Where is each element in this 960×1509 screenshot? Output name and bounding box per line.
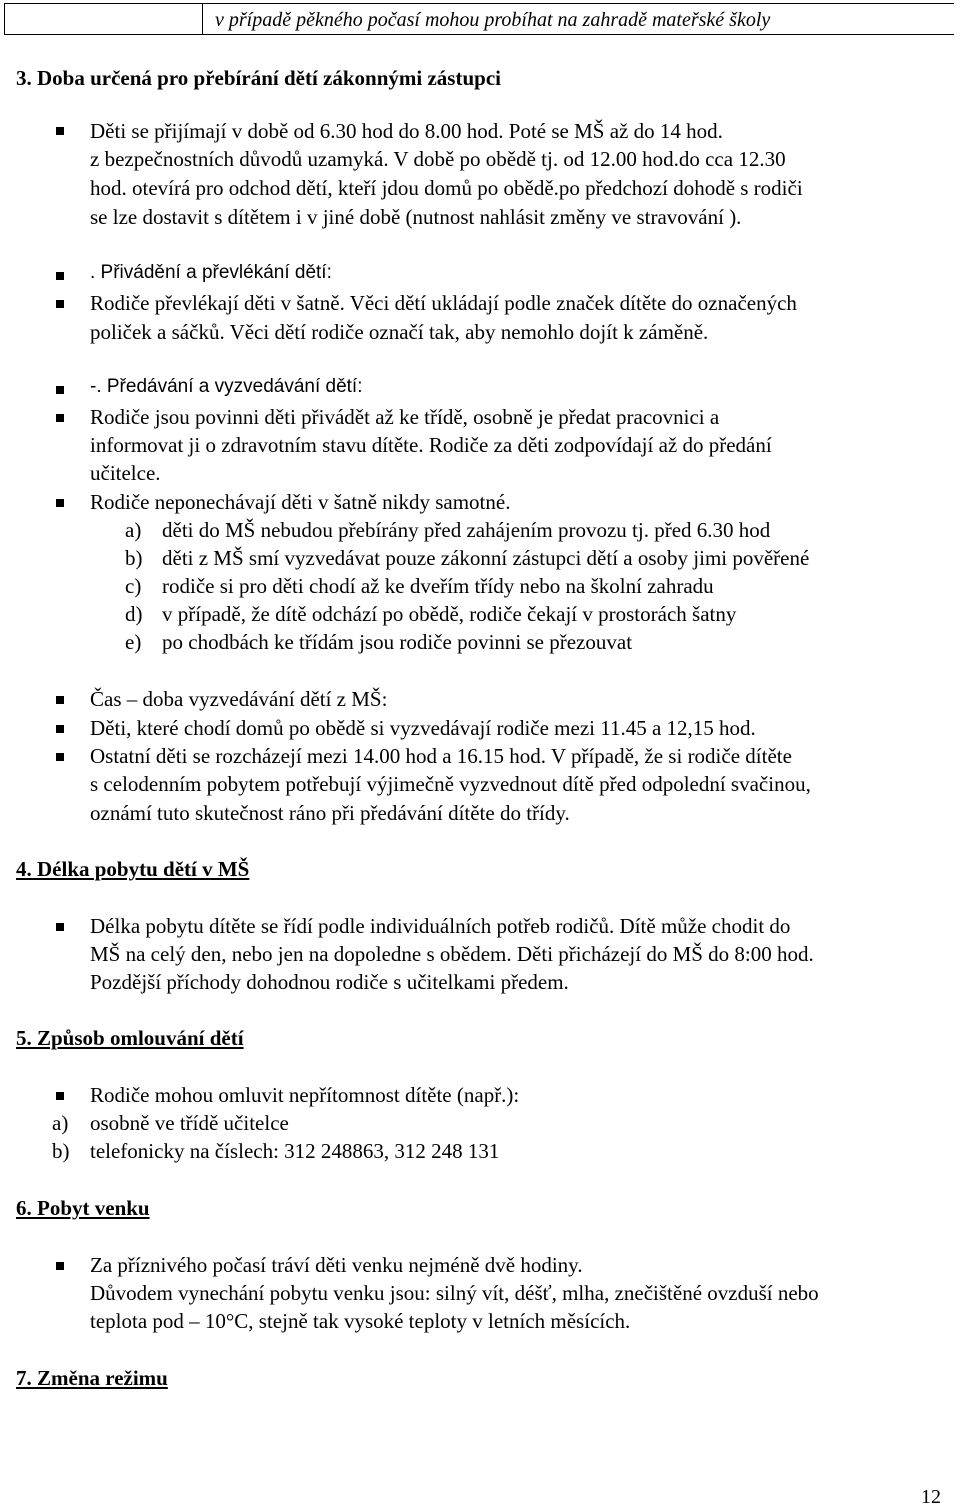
list-item: děti do MŠ nebudou přebírány před zahájením provozu tj. před 6.30 hod [162,518,771,542]
text-line: oznámí tuto skutečnost ráno při předávání dítěte do třídy. [90,801,570,825]
bullet [56,300,64,308]
text-line: z bezpečnostních důvodů uzamyká. V době po obědě tj. od 12.00 hod.do cca 12.30 [90,147,786,171]
bullet [56,386,64,394]
bullet [56,127,64,135]
text-line: Pozdější příchody dohodnou rodiče s učitelkami předem. [90,970,569,994]
bullet [56,272,64,280]
list-item: osobně ve třídě učitelce [90,1111,289,1135]
header-text: v případě pěkného počasí mohou probíhat na zahradě mateřské školy [215,9,771,31]
bullet [56,696,64,704]
text-line: učitelce. [90,461,161,485]
section6-title: 6. Pobyt venku [16,1196,150,1220]
header-box [4,3,954,35]
text-line: informovat ji o zdravotním stavu dítěte. Rodiče za děti zodpovídají až do předání [90,433,772,457]
list-label: b) [52,1139,70,1163]
text-line: Délka pobytu dítěte se řídí podle individuálních potřeb rodičů. Dítě může chodit do [90,914,791,938]
list-item: po chodbách ke třídám jsou rodiče povinni se přezouvat [162,630,633,654]
text-line: Rodiče mohou omluvit nepřítomnost dítěte (např.): [90,1083,520,1107]
list-label: d) [125,602,143,626]
text-line: s celodenním pobytem potřebují výjimečně vyzvednout dítě před odpolední svačinou, [90,772,811,796]
text-line: MŠ na celý den, nebo jen na dopoledne s obědem. Děti přicházejí do MŠ do 8:00 hod. [90,942,814,966]
list-item: telefonicky na číslech: 312 248863, 312 248 131 [90,1139,500,1163]
bullet [56,923,64,931]
text-line: teplota pod – 10°C, stejně tak vysoké teploty v letních měsících. [90,1309,631,1333]
list-label: c) [125,574,142,598]
section7-title: 7. Změna režimu [16,1366,168,1390]
text-line: Rodiče převlékají děti v šatně. Věci dětí ukládají podle značek dítěte do označených [90,291,797,315]
page-number: 12 [921,1486,941,1508]
text-line: hod. otevírá pro odchod dětí, kteří jdou domů po obědě.po předchozí dohodě s rodiči [90,176,803,200]
list-label: a) [52,1111,69,1135]
subheading-predavani: -. Předávání a vyzvedávání dětí: [90,376,363,397]
text-line: poliček a sáčků. Věci dětí rodiče označí tak, aby nemohlo dojít k záměně. [90,320,709,344]
bullet [56,414,64,422]
text-line: Rodiče neponechávají děti v šatně nikdy samotné. [90,490,511,514]
list-item: rodiče si pro děti chodí až ke dveřím třídy nebo na školní zahradu [162,574,714,598]
bullet [56,753,64,761]
bullet [56,1262,64,1270]
section3-title: 3. Doba určená pro přebírání dětí zákonnými zástupci [16,66,501,90]
list-label: b) [125,546,143,570]
list-item: děti z MŠ smí vyzvedávat pouze zákonní zástupci dětí a osoby jimi pověřené [162,546,810,570]
list-label: a) [125,518,142,542]
text-line: Děti se přijímají v době od 6.30 hod do 8.00 hod. Poté se MŠ až do 14 hod. [90,119,723,143]
section5-title: 5. Způsob omlouvání dětí [16,1026,244,1050]
text-line: Rodiče jsou povinni děti přivádět až ke třídě, osobně je předat pracovnici a [90,405,720,429]
section4-title: 4. Délka pobytu dětí v MŠ [16,857,250,881]
list-label: e) [125,630,142,654]
text-line: Čas – doba vyzvedávání dětí z MŠ: [90,687,388,711]
bullet [56,1092,64,1100]
text-line: se lze dostavit s dítětem i v jiné době (nutnost nahlásit změny ve stravování ). [90,205,742,229]
subheading-privadeni: . Přivádění a převlékání dětí: [90,262,332,283]
bullet [56,499,64,507]
text-line: Důvodem vynechání pobytu venku jsou: silný vít, déšť, mlha, znečištěné ovzduší nebo [90,1281,819,1305]
text-line: Děti, které chodí domů po obědě si vyzvedávají rodiče mezi 11.45 a 12,15 hod. [90,716,756,740]
list-item: v případě, že dítě odchází po obědě, rodiče čekají v prostorách šatny [162,602,737,626]
text-line: Ostatní děti se rozcházejí mezi 14.00 hod a 16.15 hod. V případě, že si rodiče dítěte [90,744,792,768]
bullet [56,725,64,733]
text-line: Za příznivého počasí tráví děti venku nejméně dvě hodiny. [90,1253,583,1277]
header-divider [202,4,203,34]
